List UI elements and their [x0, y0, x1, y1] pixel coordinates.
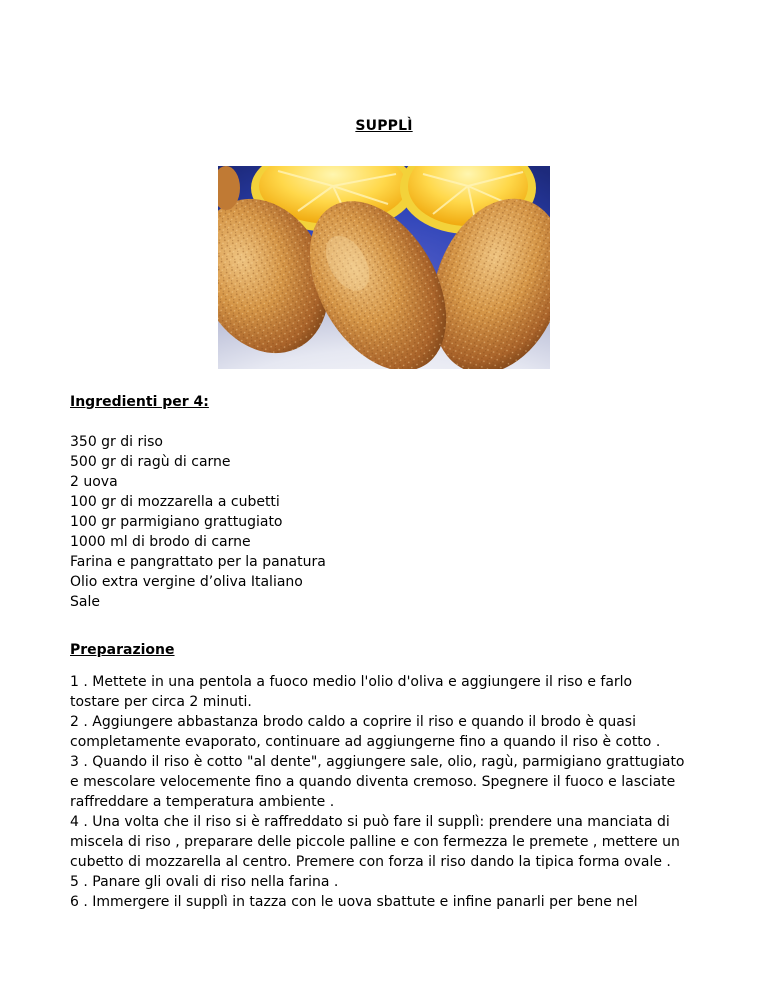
- preparation-steps: [70, 672, 710, 912]
- ingredient-item: Olio extra vergine d’oliva Italiano: [70, 574, 303, 590]
- ingredient-item: Farina e pangrattato per la panatura: [70, 554, 326, 570]
- preparation-line: miscela di riso , preparare delle piccole palline e con fermezza le premete , mettere un: [70, 834, 680, 850]
- ingredient-item: 350 gr di riso: [70, 434, 163, 450]
- ingredient-item: 100 gr parmigiano grattugiato: [70, 514, 283, 530]
- ingredient-item: 2 uova: [70, 474, 118, 490]
- ingredients-list: [70, 432, 710, 612]
- preparation-line: completamente evaporato, continuare ad aggiungerne fino a quando il riso è cotto .: [70, 734, 661, 750]
- preparation-line: e mescolare velocemente fino a quando diventa cremoso. Spegnere il fuoco e lasciate: [70, 774, 676, 790]
- ingredient-item: 500 gr di ragù di carne: [70, 454, 231, 470]
- ingredient-item: 1000 ml di brodo di carne: [70, 534, 251, 550]
- preparation-line: 3 . Quando il riso è cotto "al dente", aggiungere sale, olio, ragù, parmigiano grattugiato: [70, 754, 685, 770]
- preparation-line: 1 . Mettete in una pentola a fuoco medio l'olio d'oliva e aggiungere il riso e farlo: [70, 674, 633, 690]
- ingredient-item: 100 gr di mozzarella a cubetti: [70, 494, 280, 510]
- preparation-line: 5 . Panare gli ovali di riso nella farina .: [70, 874, 339, 890]
- preparation-line: 6 . Immergere il supplì in tazza con le uova sbattute e infine panarli per bene nel: [70, 894, 638, 910]
- preparation-line: raffreddare a temperatura ambiente .: [70, 794, 335, 810]
- preparation-line: cubetto di mozzarella al centro. Premere con forza il riso dando la tipica forma ovale .: [70, 854, 671, 870]
- ingredients-heading: Ingredienti per 4:: [70, 394, 209, 410]
- ingredient-item: Sale: [70, 594, 100, 610]
- preparation-line: 4 . Una volta che il riso si è raffreddato si può fare il supplì: prendere una manciata di: [70, 814, 670, 830]
- suppli-photo: [218, 166, 550, 369]
- preparation-heading: Preparazione: [70, 642, 175, 658]
- preparation-line: 2 . Aggiungere abbastanza brodo caldo a coprire il riso e quando il brodo è quasi: [70, 714, 636, 730]
- recipe-title: SUPPLÌ: [355, 118, 413, 134]
- preparation-line: tostare per circa 2 minuti.: [70, 694, 252, 710]
